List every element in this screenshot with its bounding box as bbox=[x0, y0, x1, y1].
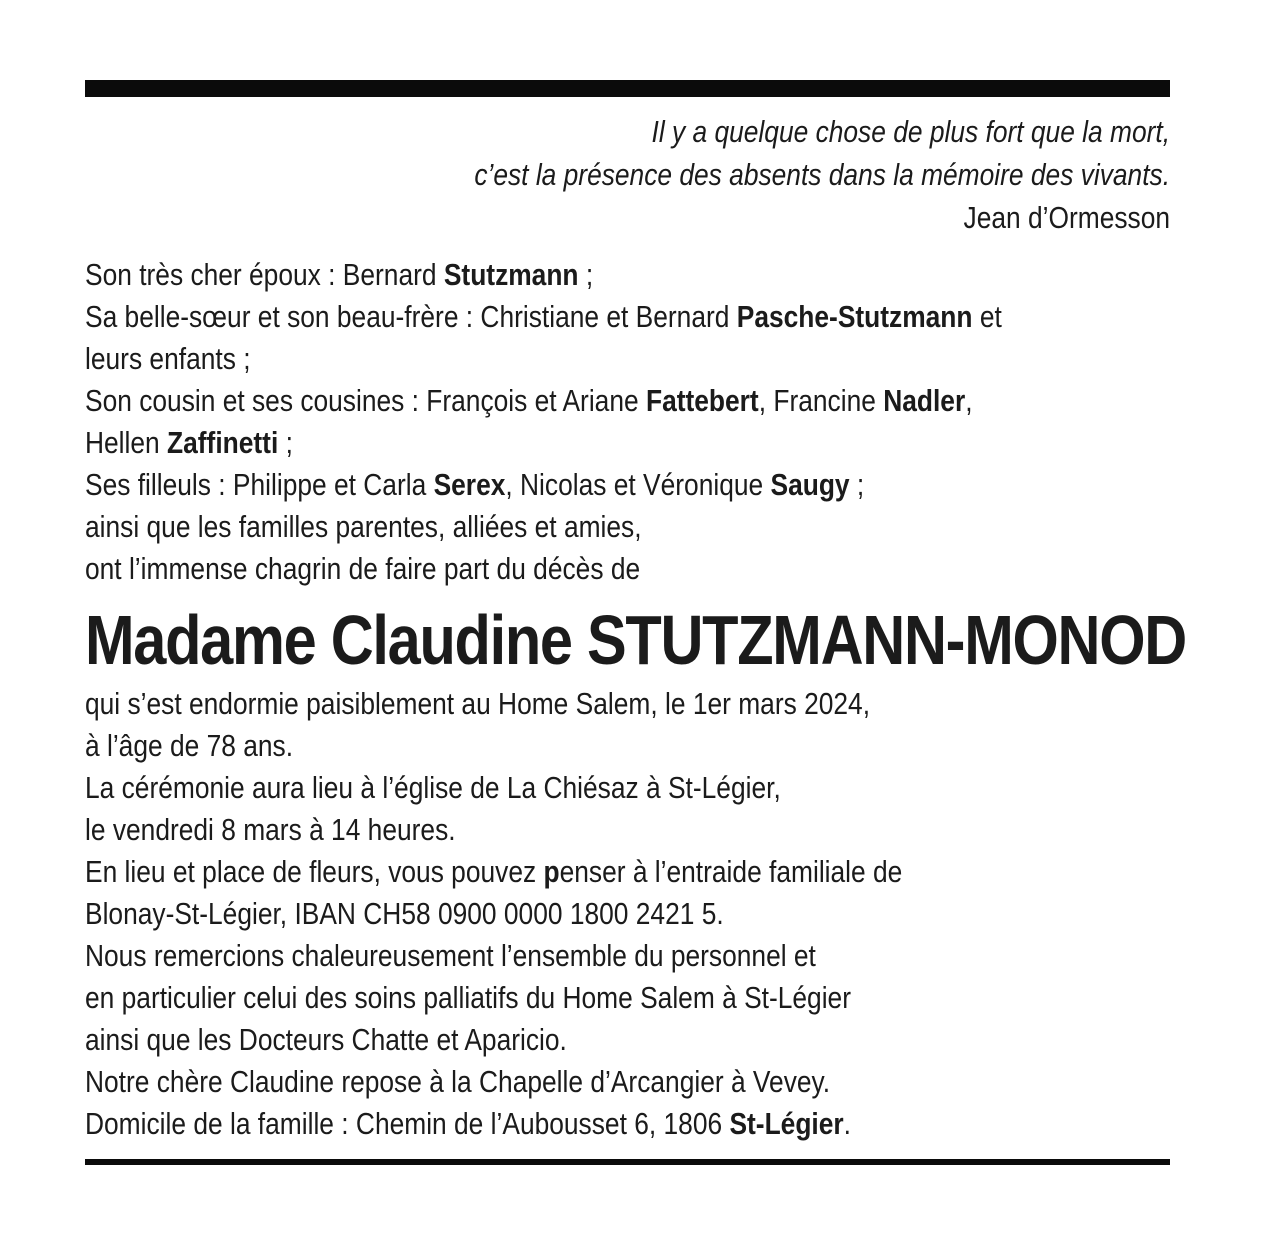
text-run: , Nicolas et Véronique bbox=[505, 467, 771, 502]
text-run: le vendredi 8 mars à 14 heures. bbox=[85, 812, 456, 847]
text-run: Sa belle-sœur et son beau-frère : Christiane et Bernard bbox=[85, 299, 737, 334]
text-line bbox=[85, 464, 1170, 506]
text-run: ; bbox=[578, 257, 594, 292]
top-rule bbox=[85, 80, 1170, 97]
emphasized-name: Nadler bbox=[883, 383, 966, 418]
emphasized-name: Stutzmann bbox=[443, 257, 579, 292]
text-run: Nous remercions chaleureusement l’ensemble du personnel et bbox=[85, 938, 816, 973]
ceremony-details bbox=[85, 683, 1170, 1145]
text-line bbox=[85, 809, 1170, 851]
text-line bbox=[85, 725, 1170, 767]
text-line bbox=[85, 851, 1170, 893]
text-run: ont l’immense chagrin de faire part du décès de bbox=[85, 551, 641, 586]
text-line bbox=[85, 548, 1170, 590]
deceased-name-title: Madame Claudine STUTZMANN-MONOD bbox=[85, 601, 1186, 679]
text-run: enser à l’entraide familiale de bbox=[559, 854, 903, 889]
text-run: Domicile de la famille : Chemin de l’Aubousset 6, 1806 bbox=[85, 1106, 730, 1141]
text-line bbox=[85, 767, 1170, 809]
text-run: à l’âge de 78 ans. bbox=[85, 728, 294, 763]
text-run: ainsi que les Docteurs Chatte et Aparicio. bbox=[85, 1022, 567, 1057]
text-line bbox=[85, 422, 1170, 464]
emphasized-name: Pasche-Stutzmann bbox=[736, 299, 973, 334]
text-run: , bbox=[965, 383, 973, 418]
text-line bbox=[85, 380, 1170, 422]
emphasized-name: Serex bbox=[433, 467, 506, 502]
text-run: en particulier celui des soins palliatifs du Home Salem à St-Légier bbox=[85, 980, 851, 1015]
family-announcement bbox=[85, 254, 1170, 590]
text-line bbox=[85, 1103, 1170, 1145]
text-run: , Francine bbox=[758, 383, 884, 418]
text-line bbox=[85, 977, 1170, 1019]
text-run: . bbox=[843, 1106, 851, 1141]
text-run: ; bbox=[278, 425, 293, 460]
text-run: Ses filleuls : Philippe et Carla bbox=[85, 467, 434, 502]
quote-line: Il y a quelque chose de plus fort que la mort, bbox=[651, 114, 1171, 149]
quote-attribution: Jean d’Ormesson bbox=[963, 200, 1171, 235]
text-run: La cérémonie aura lieu à l’église de La Chiésaz à St-Légier, bbox=[85, 770, 781, 805]
text-line bbox=[85, 506, 1170, 548]
text-run: Blonay-St-Légier, IBAN CH58 0900 0000 1800 2421 5. bbox=[85, 896, 724, 931]
text-run: leurs enfants ; bbox=[85, 341, 251, 376]
emphasized-name: Saugy bbox=[770, 467, 850, 502]
emphasized-name: St-Légier bbox=[729, 1106, 844, 1141]
text-run: En lieu et place de fleurs, vous pouvez bbox=[85, 854, 544, 889]
text-line bbox=[85, 254, 1170, 296]
text-run: et bbox=[972, 299, 1002, 334]
quote-line: c’est la présence des absents dans la mémoire des vivants. bbox=[474, 157, 1171, 192]
memorial-quote bbox=[85, 110, 1170, 239]
notice-body bbox=[85, 110, 1186, 1145]
text-run: ; bbox=[849, 467, 865, 502]
text-line bbox=[85, 296, 1170, 338]
text-line bbox=[85, 338, 1170, 380]
text-line bbox=[85, 1019, 1170, 1061]
text-run: Son très cher époux : Bernard bbox=[85, 257, 444, 292]
text-line bbox=[85, 1061, 1170, 1103]
text-run: Notre chère Claudine repose à la Chapelle d’Arcangier à Vevey. bbox=[85, 1064, 831, 1099]
text-run: qui s’est endormie paisiblement au Home Salem, le 1er mars 2024, bbox=[85, 686, 871, 721]
text-line bbox=[85, 935, 1170, 977]
emphasized-name: p bbox=[543, 854, 560, 889]
emphasized-name: Zaffinetti bbox=[167, 425, 279, 460]
text-run: ainsi que les familles parentes, alliées et amies, bbox=[85, 509, 642, 544]
text-line bbox=[85, 893, 1170, 935]
text-run: Hellen bbox=[85, 425, 168, 460]
text-line bbox=[85, 683, 1170, 725]
bottom-rule bbox=[85, 1159, 1170, 1165]
text-run: Son cousin et ses cousines : François et Ariane bbox=[85, 383, 646, 418]
emphasized-name: Fattebert bbox=[645, 383, 759, 418]
